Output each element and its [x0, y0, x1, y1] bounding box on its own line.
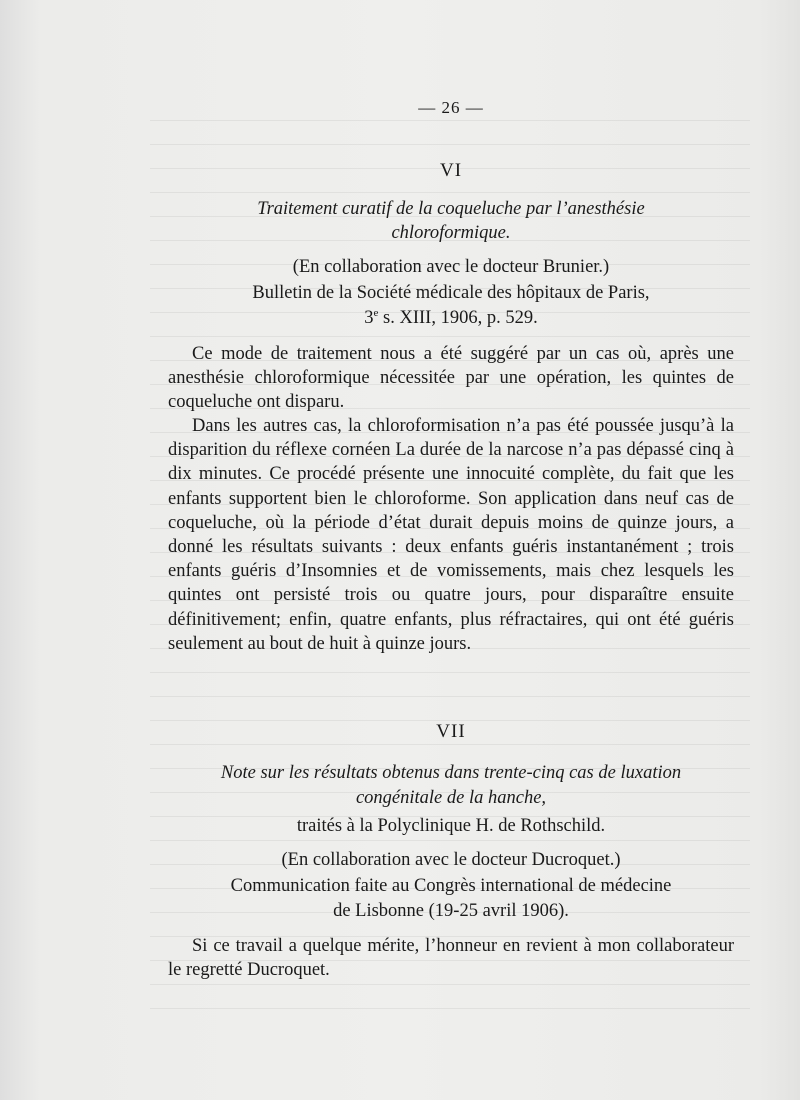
section-vii-title-line-2: congénitale de la hanche,	[355, 788, 547, 808]
section-vi-paragraph-1: Ce mode de traitement nous a été suggéré par un cas où, après une anesthésie chloroformique nécessitée par une opération, les quintes de coqueluche ont disparu.	[168, 344, 734, 413]
section-vi-source-line-2	[168, 308, 734, 329]
section-vii-source-line-2: de Lisbonne (19-25 avril 1906).	[333, 901, 569, 921]
series-details: s. XIII, 1906, p. 529.	[378, 308, 538, 328]
section-vi-paragraph-2: Dans les autres cas, la chloroformisation n’a pas été poussée jusqu’à la disparition du réflexe cornéen La durée de la narcose n’a pas dépassé cinq à dix minutes. Ce procédé présente une innocuité complète, du fait que les enfants supportent bien le chloroforme. Son application dans neuf cas de coqueluche, où la période d’état durait depuis moins de quinze jours, a donné les résultats suivants : deux enfants guéris instantanément ; trois enfants guéris d’Insomnies et de vomissements, mais chez lesquels les quintes ont persisté trois ou quatre jours, pour disparaître ensuite définitivement; enfin, quatre enfants, plus réfractaires, qui ont été guéris seulement au bout de huit à quinze jours.	[168, 416, 734, 654]
page-number: — 26 —	[418, 98, 484, 117]
section-vi-source-line-1: Bulletin de la Société médicale des hôpitaux de Paris,	[252, 283, 650, 303]
series-number: 3	[364, 308, 374, 328]
section-vi-number: VI	[439, 160, 463, 181]
section-vii-title-line-1: Note sur les résultats obtenus dans trente-cinq cas de luxation	[220, 763, 682, 783]
section-vii-source-line-1: Communication faite au Congrès international de médecine	[230, 876, 672, 896]
series-superscript: e	[373, 306, 379, 319]
section-vii-subtitle: traités à la Polyclinique H. de Rothschild.	[296, 816, 606, 836]
section-vii-paragraph-1: Si ce travail a quelque mérite, l’honneur en revient à mon collaborateur le regretté Ducroquet.	[168, 936, 734, 981]
section-vii-collaboration: (En collaboration avec le docteur Ducroquet.)	[281, 850, 621, 870]
section-vi-title-line-2: chloroformique.	[391, 223, 511, 243]
section-vi-collaboration: (En collaboration avec le docteur Brunier.)	[292, 257, 610, 277]
section-vii-number: VII	[436, 721, 466, 742]
section-vi-title-line-1: Traitement curatif de la coqueluche par l’anesthésie	[257, 199, 645, 219]
